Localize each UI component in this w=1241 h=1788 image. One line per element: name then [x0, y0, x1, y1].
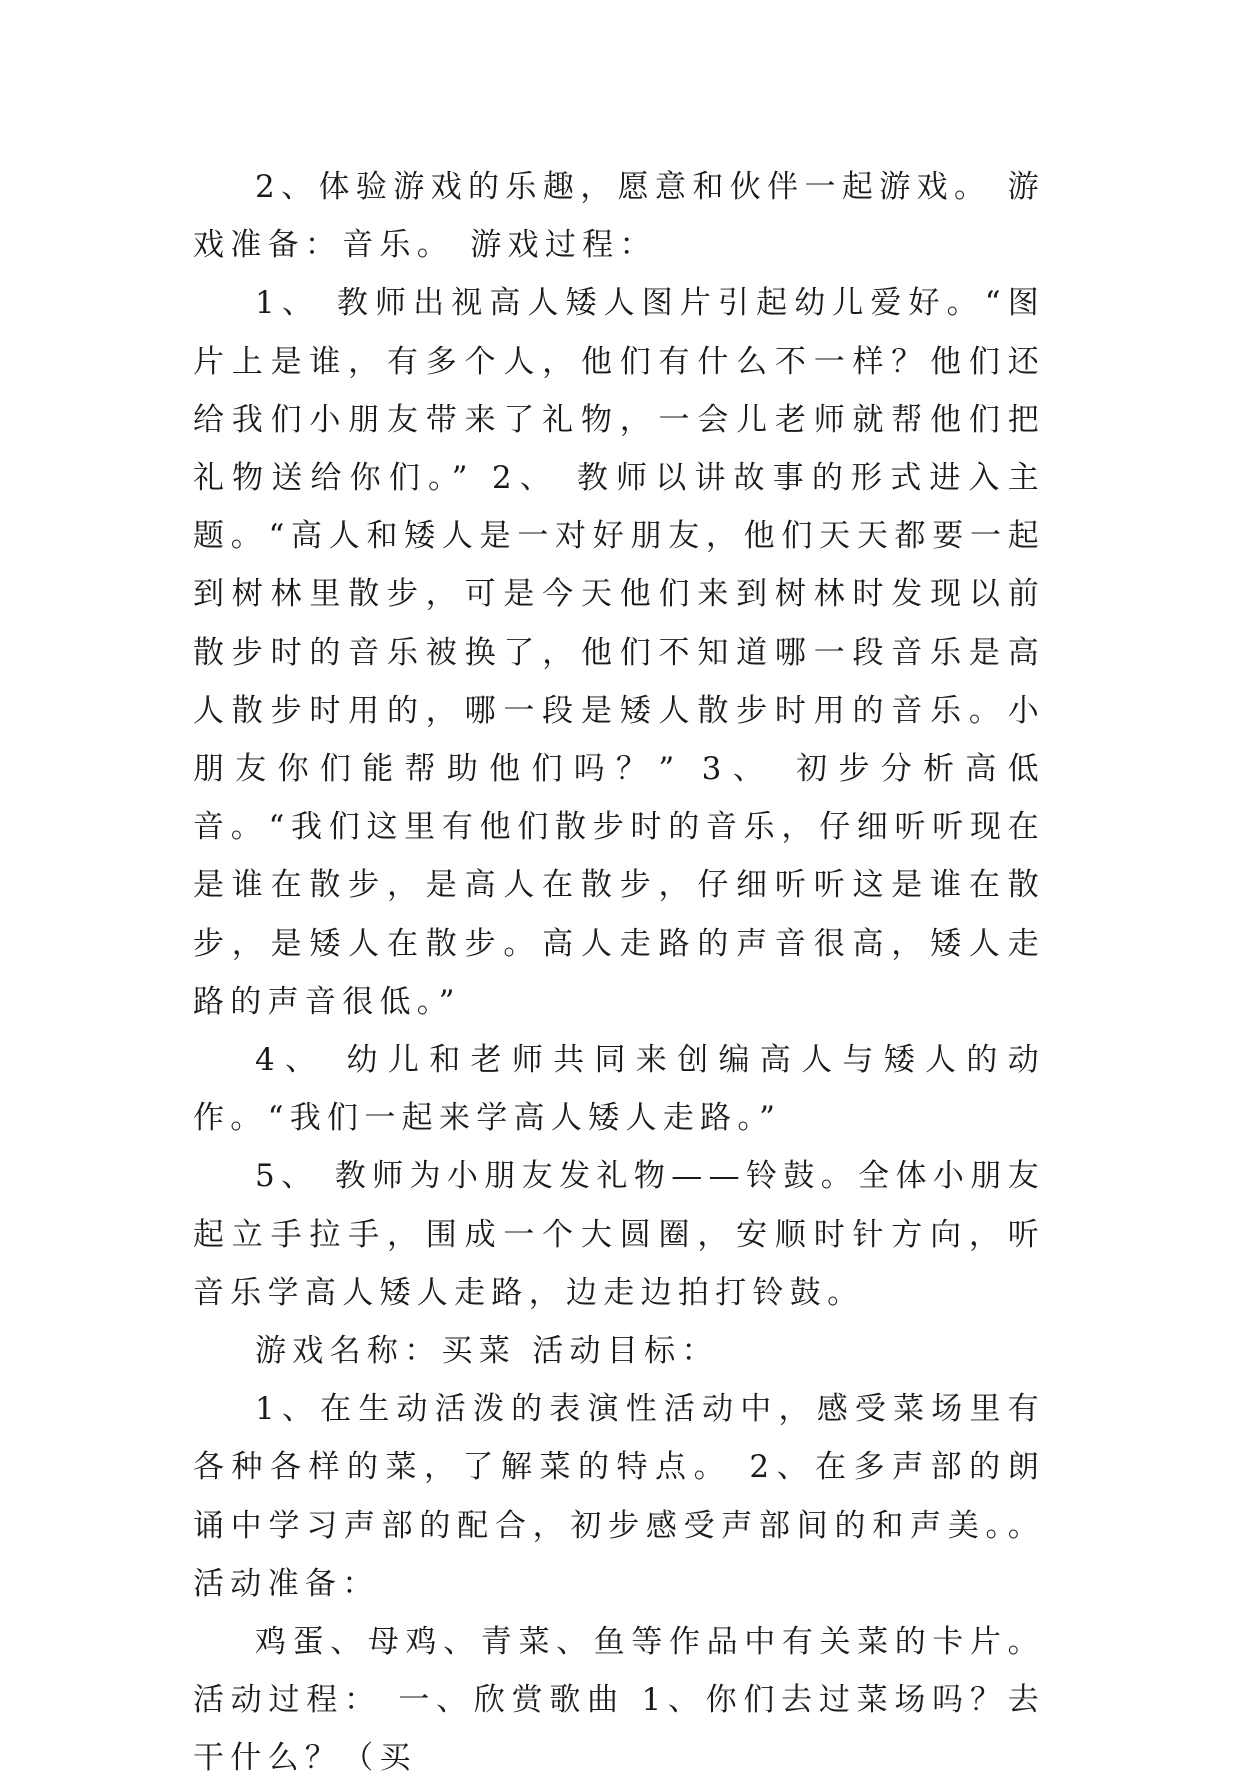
- paragraph-activity-prep: 鸡蛋、母鸡、青菜、鱼等作品中有关菜的卡片。 活动过程： 一、欣赏歌曲 1、你们去过菜场吗？去干什么？（买: [193, 1624, 1045, 1777]
- paragraph-goal-2: 2、体验游戏的乐趣，愿意和伙伴一起游戏。 游戏准备：音乐。 游戏过程：: [193, 169, 1045, 264]
- paragraph-game-name: 游戏名称：买菜 活动目标：: [255, 1333, 719, 1370]
- paragraph-activity-goals: 1、在生动活泼的表演性活动中，感受菜场里有各种各样的菜，了解菜的特点。 2、在多声部的朗诵中学习声部的配合，初步感受声部间的和声美。。 活动准备：: [193, 1391, 1045, 1602]
- document-page: [193, 158, 1045, 1788]
- paragraph-process-4: 4、 幼儿和老师共同来创编高人与矮人的动作。“我们一起来学高人矮人走路。”: [193, 1042, 1045, 1137]
- paragraph-process-1-3: 1、 教师出视高人矮人图片引起幼儿爱好。“图片上是谁，有多个人，他们有什么不一样？他们还给我们小朋友带来了礼物，一会儿老师就帮他们把礼物送给你们。” 2、 教师以讲故事的形式进入主题。“高人和矮人是一对好朋友，他们天天都要一起到树林里散步，可是今天他们来到树林时发现以前散步时的音乐被换了，他们不知道哪一段音乐是高人散步时用的，哪一段是矮人散步时用的音乐。小朋友你们能帮助他们吗？” 3、 初步分析高低音。“我们这里有他们散步时的音乐，仔细听听现在是谁在散步，是高人在散步，仔细听听这是谁在散步，是矮人在散步。高人走路的声音很高，矮人走路的声音很低。”: [193, 285, 1045, 1020]
- paragraph-process-5: 5、 教师为小朋友发礼物——铃鼓。全体小朋友起立手拉手，围成一个大圆圈，安顺时针方向，听音乐学高人矮人走路，边走边拍打铃鼓。: [193, 1158, 1045, 1311]
